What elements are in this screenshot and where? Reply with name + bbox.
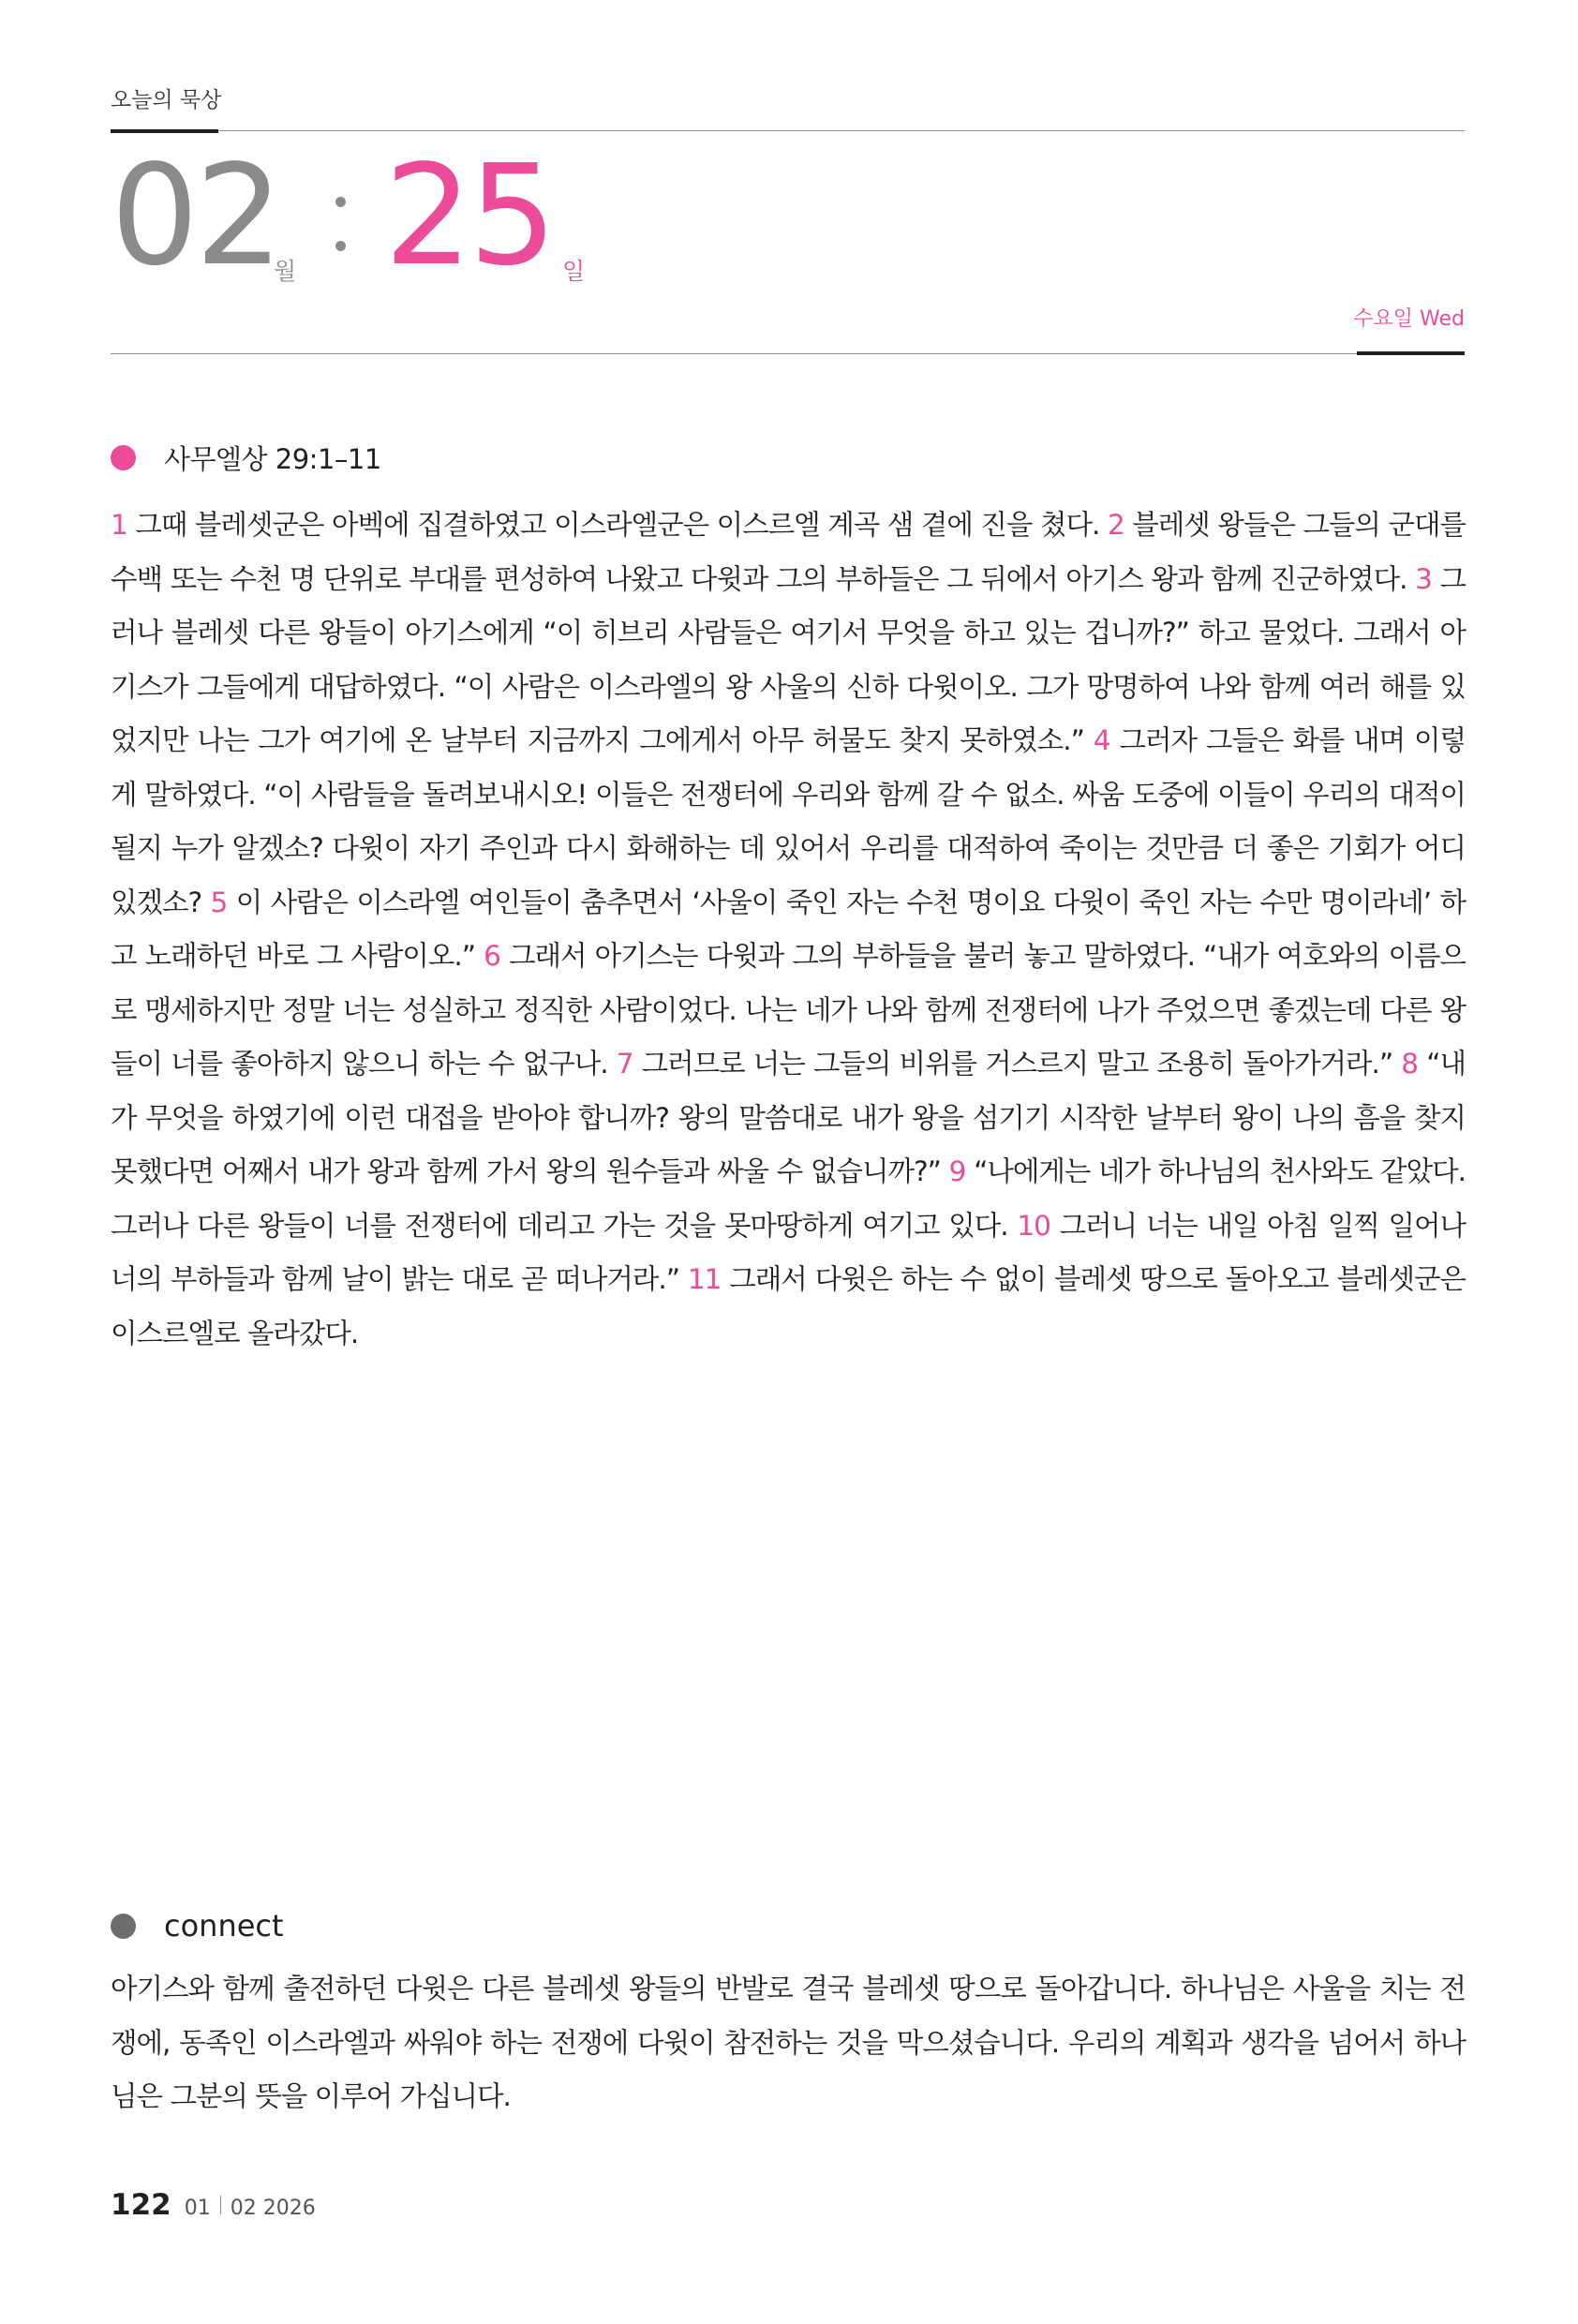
date-month-unit: 월 xyxy=(274,258,297,285)
verse-number: 9 xyxy=(948,1155,975,1187)
verse-text: 그러나 블레셋 다른 왕들이 아기스에게 “이 히브리 사람들은 여기서 무엇을 하고 있는 겁니까?” 하고 물었다. 그래서 아기스가 그들에게 대답하였다. “이 사람은 이스라엘의 왕 사울의 신하 다윗이오. 그가 망명하여 나와 함께 여러 해를 있었지만 나는 그가 여기에 온 날부터 지금까지 그에게서 아무 허물도 찾지 못하였소.” xyxy=(111,562,1466,756)
passage-reference: 사무엘상 29:1–11 xyxy=(164,443,381,475)
verse-number: 6 xyxy=(484,940,509,972)
verse-text: 그래서 다윗은 하는 수 없이 블레셋 땅으로 돌아오고 블레셋군은 이스르엘로 올라갔다. xyxy=(111,1263,1466,1349)
verse-text: 그래서 아기스는 다윗과 그의 부하들을 불러 놓고 말하였다. “내가 여호와의 이름으로 맹세하지만 정말 너는 성실하고 정직한 사람이었다. 나는 네가 나와 함께 전쟁터에 나가 주었으면 좋겠는데 다른 왕들이 너를 좋아하지 않으니 하는 수 없구나. xyxy=(111,940,1466,1080)
verse-text: “내가 무엇을 하였기에 이런 대접을 받아야 합니까? 왕의 말씀대로 내가 왕을 섬기기 시작한 날부터 왕이 나의 흠을 찾지 못했다면 어째서 내가 왕과 함께 가서 왕의 원수들과 싸울 수 없습니까?” xyxy=(111,1048,1466,1187)
section-label: 오늘의 묵상 xyxy=(111,88,222,112)
verse-text: “나에게는 네가 하나님의 천사와도 같았다. 그러나 다른 왕들이 너를 전쟁터에 데리고 가는 것을 못마땅하게 여기고 있다. xyxy=(111,1155,1466,1242)
weekday-label: 수요일 Wed xyxy=(1353,307,1465,331)
verse-text: 블레셋 왕들은 그들의 군대를 수백 또는 수천 명 단위로 부대를 편성하여 나왔고 다윗과 그의 부하들은 그 뒤에서 아기스 왕과 함께 진군하였다. xyxy=(111,509,1466,595)
issue-date: 02 2026 xyxy=(230,2197,316,2220)
scripture-text xyxy=(111,499,1466,1361)
page-number: 122 xyxy=(111,2188,171,2222)
verse-number: 4 xyxy=(1093,724,1120,756)
verse-text: 그러자 그들은 화를 내며 이렇게 말하였다. “이 사람들을 돌려보내시오! 이들은 전쟁터에 우리와 함께 갈 수 없소. 싸움 도중에 이들이 우리의 대적이 될지 누가 알겠소? 다윗이 자기 주인과 다시 화해하는 데 있어서 우리를 대적하여 죽이는 것만큼 더 좋은 기회가 어디 있겠소? xyxy=(111,724,1466,918)
date-day: 25 xyxy=(384,135,554,296)
verse-number: 5 xyxy=(210,886,236,918)
issue-month: 01 xyxy=(184,2197,211,2220)
top-rule-dark xyxy=(111,129,218,133)
connect-heading xyxy=(111,1908,284,1944)
verse-text: 그때 블레셋군은 아벡에 집결하였고 이스라엘군은 이스르엘 계곡 샘 곁에 진을 쳤다. xyxy=(135,509,1108,541)
verse-number: 2 xyxy=(1107,509,1133,541)
top-rule-pink xyxy=(218,130,1465,131)
verse-number: 11 xyxy=(687,1263,730,1295)
date-month: 02 xyxy=(111,135,280,296)
passage-heading xyxy=(111,439,381,477)
page-footer xyxy=(111,2188,316,2222)
verse-number: 3 xyxy=(1415,562,1440,595)
date-colon xyxy=(335,197,347,285)
verse-number: 7 xyxy=(616,1048,642,1080)
verse-text: 이 사람은 이스라엘 여인들이 춤추면서 ‘사울이 죽인 자는 수천 명이요 다윗이 죽인 자는 수만 명이라네’ 하고 노래하던 바로 그 사람이오.” xyxy=(111,886,1466,972)
verse-text: 그러니 너는 내일 아침 일찍 일어나 너의 부하들과 함께 날이 밝는 대로 곧 떠나거라.” xyxy=(111,1209,1466,1295)
issue-divider xyxy=(220,2196,221,2214)
verse-number: 10 xyxy=(1017,1209,1060,1242)
verse-number: 8 xyxy=(1401,1048,1427,1080)
date-day-unit: 일 xyxy=(562,258,586,285)
header-rule-dark xyxy=(1357,351,1465,355)
verse-text: 그러므로 너는 그들의 비위를 거스르지 말고 조용히 돌아가거라.” xyxy=(641,1048,1402,1080)
header-rule-pink xyxy=(111,353,1357,354)
pink-bullet-icon xyxy=(111,445,136,470)
verse-number: 1 xyxy=(111,509,136,541)
connect-title: connect xyxy=(164,1908,284,1944)
connect-body: 아기스와 함께 출전하던 다윗은 다른 블레셋 왕들의 반발로 결국 블레셋 땅으로 돌아갑니다. 하나님은 사울을 치는 전쟁에, 동족인 이스라엘과 싸워야 하는 전쟁에 다윗이 참전하는 것을 막으셨습니다. 우리의 계획과 생각을 넘어서 하나님은 그분의 뜻을 이루어 가십니다. xyxy=(111,1973,1466,2112)
gray-bullet-icon xyxy=(111,1914,136,1939)
